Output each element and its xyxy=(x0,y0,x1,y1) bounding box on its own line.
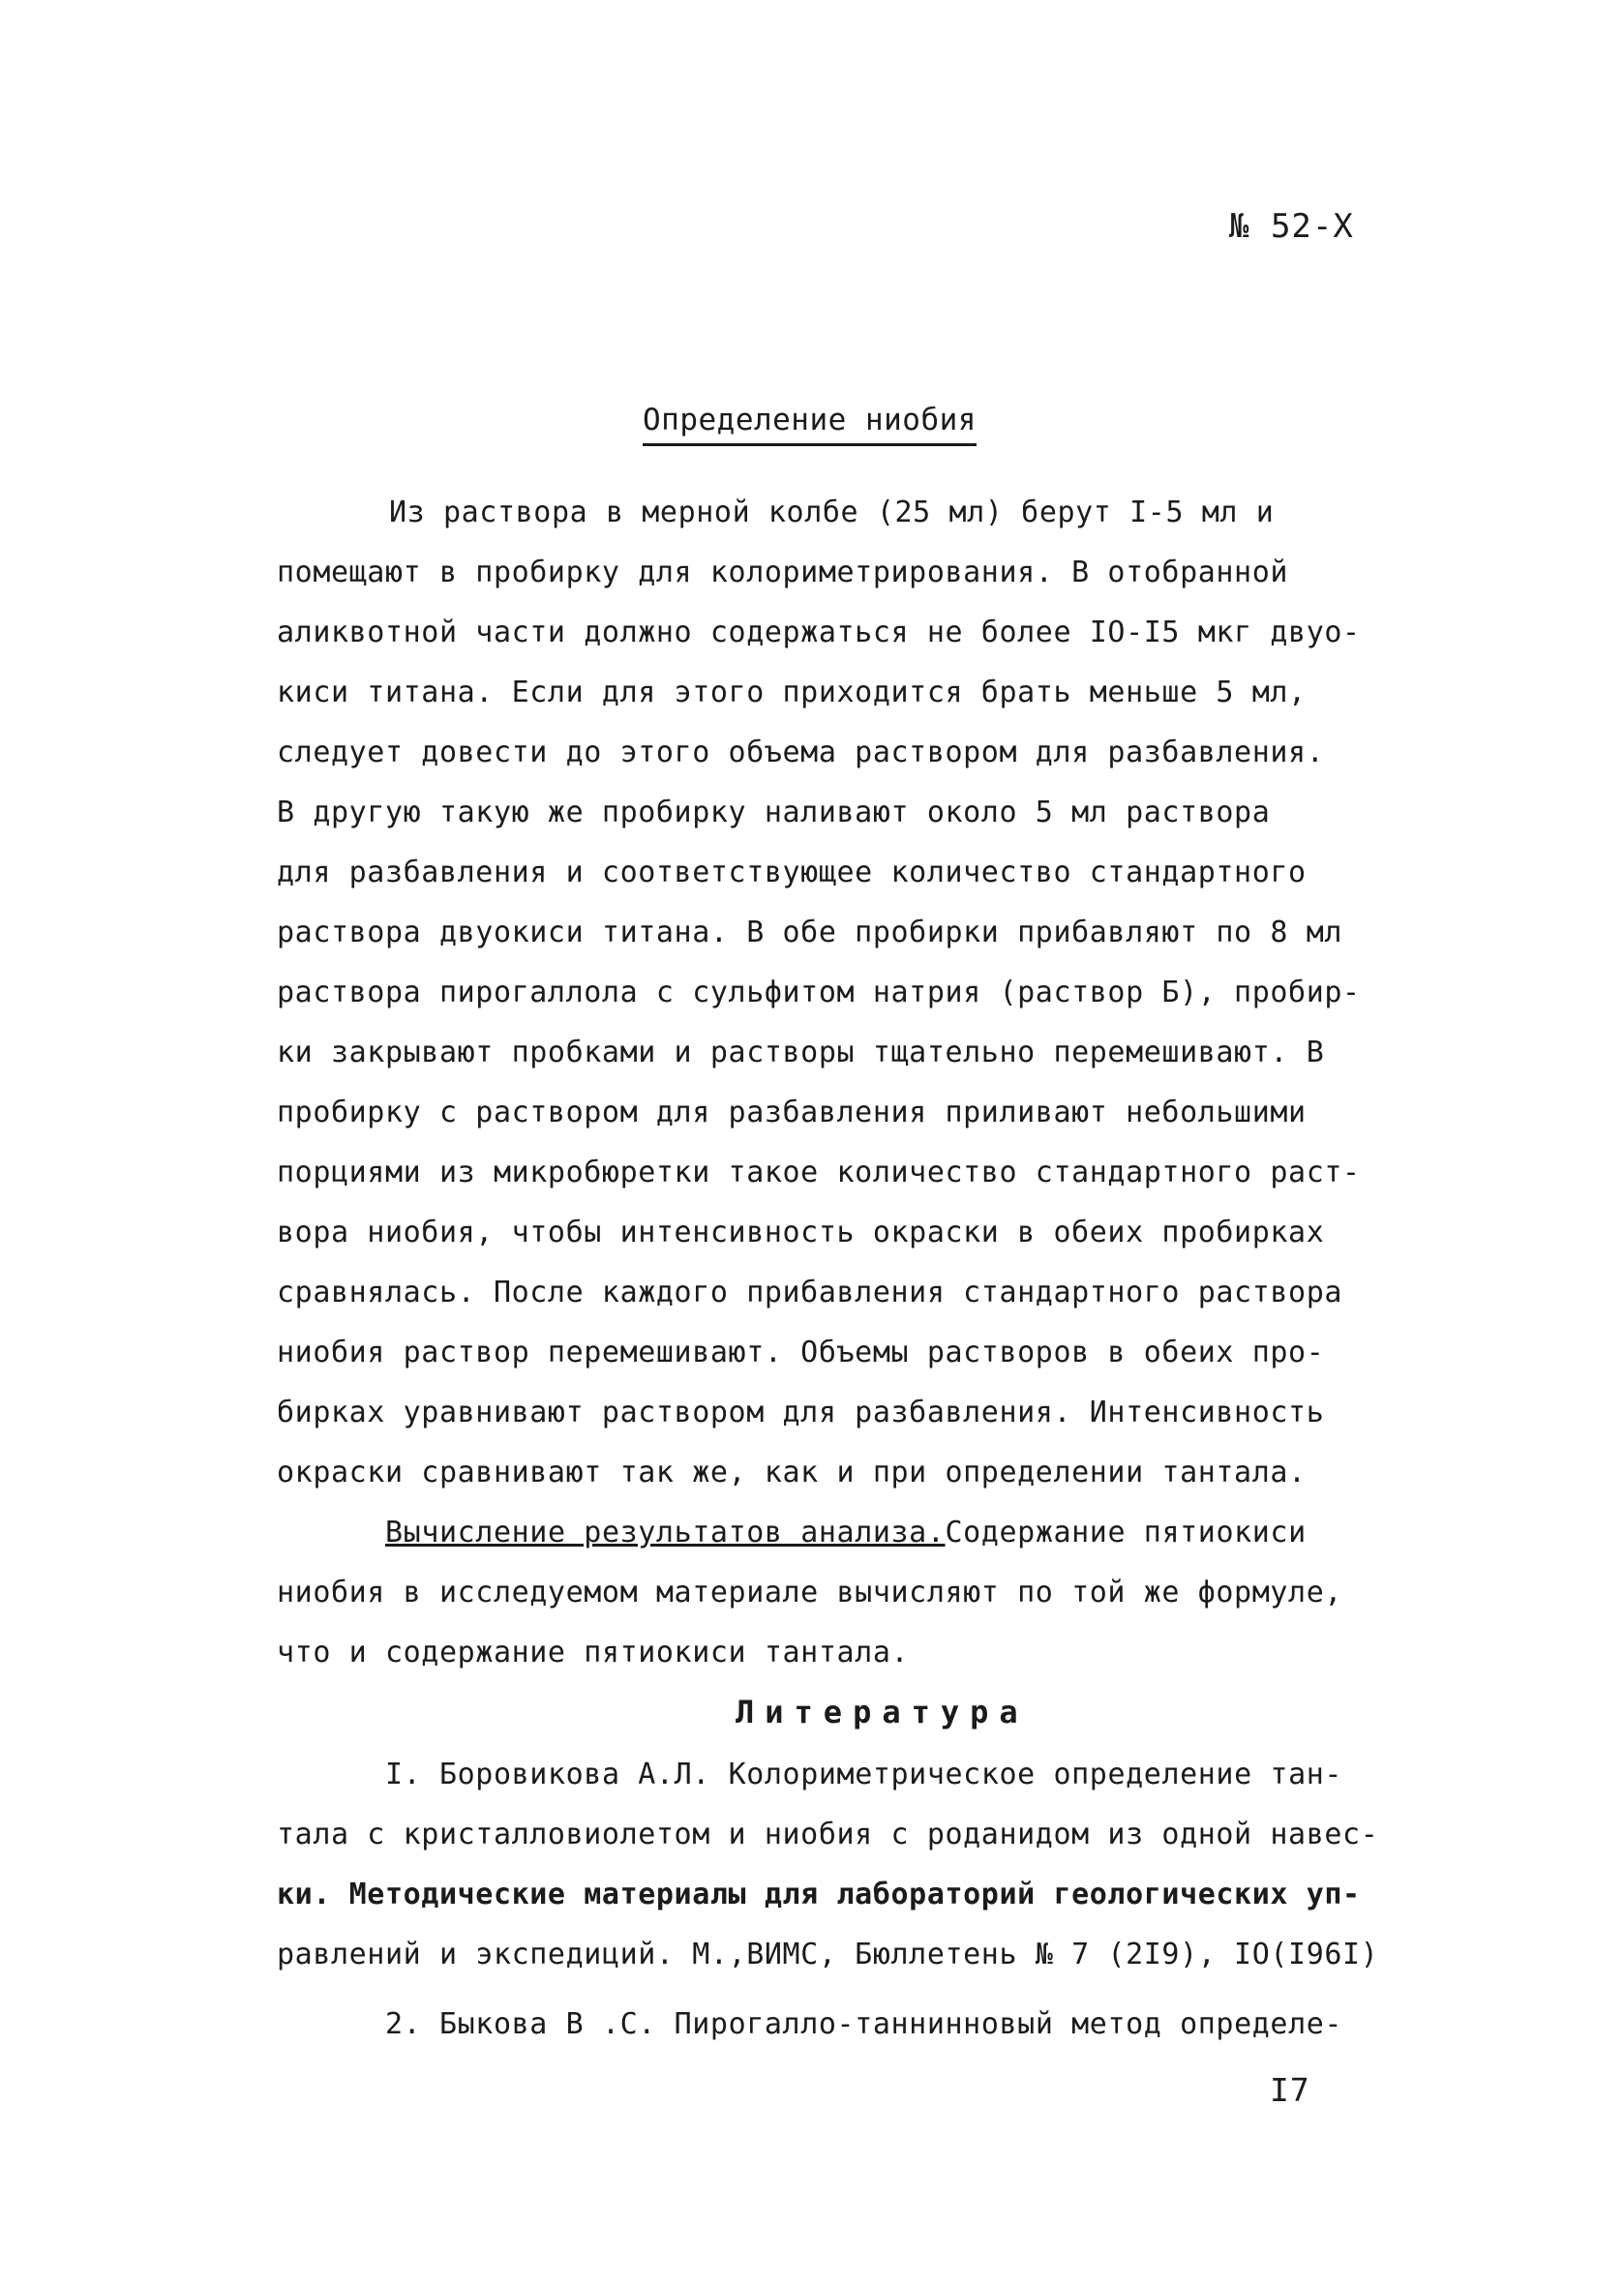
text-line: ки закрывают пробками и растворы тщательно перемешивают. В xyxy=(277,1036,1325,1069)
text-line: раствора двуокиси титана. В обе пробирки прибавляют по 8 мл xyxy=(277,916,1343,949)
text-line: вора ниобия, чтобы интенсивность окраски в обеих пробирках xyxy=(277,1216,1325,1249)
literature-heading: Литература xyxy=(736,1694,1029,1730)
text-line: бирках уравнивают раствором для разбавления. Интенсивность xyxy=(277,1396,1325,1429)
section-title: Определение ниобия xyxy=(643,403,977,446)
text-line: порциями из микробюретки такое количество стандартного раст- xyxy=(277,1156,1361,1189)
literature-line: I. Боровикова А.Л. Колориметрическое определение тан- xyxy=(385,1758,1343,1791)
literature-line: ки. Методические материалы для лабораторий геологических уп- xyxy=(277,1878,1361,1911)
text-line: следует довести до этого объема раствором для разбавления. xyxy=(277,736,1325,769)
text-line: ниобия в исследуемом материале вычисляют по той же формуле, xyxy=(277,1576,1343,1609)
text-line: киси титана. Если для этого приходится брать меньше 5 мл, xyxy=(277,676,1307,709)
literature-line: равлений и экспедиций. М.,ВИМС, Бюллетень № 7 (2I9), IO(I96I) xyxy=(277,1938,1379,1971)
calculation-heading: Вычисление результатов анализа. xyxy=(385,1516,946,1549)
text-line: аликвотной части должно содержаться не более IO-I5 мкг двуо- xyxy=(277,616,1361,649)
text-line: помещают в пробирку для колориметрирования. В отобранной xyxy=(277,556,1289,589)
text-line: окраски сравнивают так же, как и при определении тантала. xyxy=(277,1456,1307,1489)
calculation-text: Содержание пятиокиси xyxy=(945,1516,1307,1549)
page-number: I7 xyxy=(1270,2071,1310,2109)
text-line: раствора пирогаллола с сульфитом натрия (раствор Б), пробир- xyxy=(277,976,1361,1009)
literature-line: 2. Быкова В .С. Пирогалло-таннинновый метод определе- xyxy=(385,2007,1343,2041)
text-line: ниобия раствор перемешивают. Объемы растворов в обеих про- xyxy=(277,1336,1325,1369)
text-line: что и содержание пятиокиси тантала. xyxy=(277,1636,910,1669)
document-number: № 52-Х xyxy=(1229,207,1354,246)
text-line: пробирку с раствором для разбавления приливают небольшими xyxy=(277,1096,1307,1129)
literature-line: тала с кристалловиолетом и ниобия с роданидом из одной навес- xyxy=(277,1818,1379,1851)
text-line: для разбавления и соответствующее количество стандартного xyxy=(277,856,1307,889)
text-line: В другую такую же пробирку наливают около 5 мл раствора xyxy=(277,796,1271,829)
calculation-line xyxy=(385,1516,1307,1550)
text-line: сравнялась. После каждого прибавления стандартного раствора xyxy=(277,1276,1343,1309)
text-line: Из раствора в мерной колбе (25 мл) берут I-5 мл и xyxy=(389,496,1275,529)
